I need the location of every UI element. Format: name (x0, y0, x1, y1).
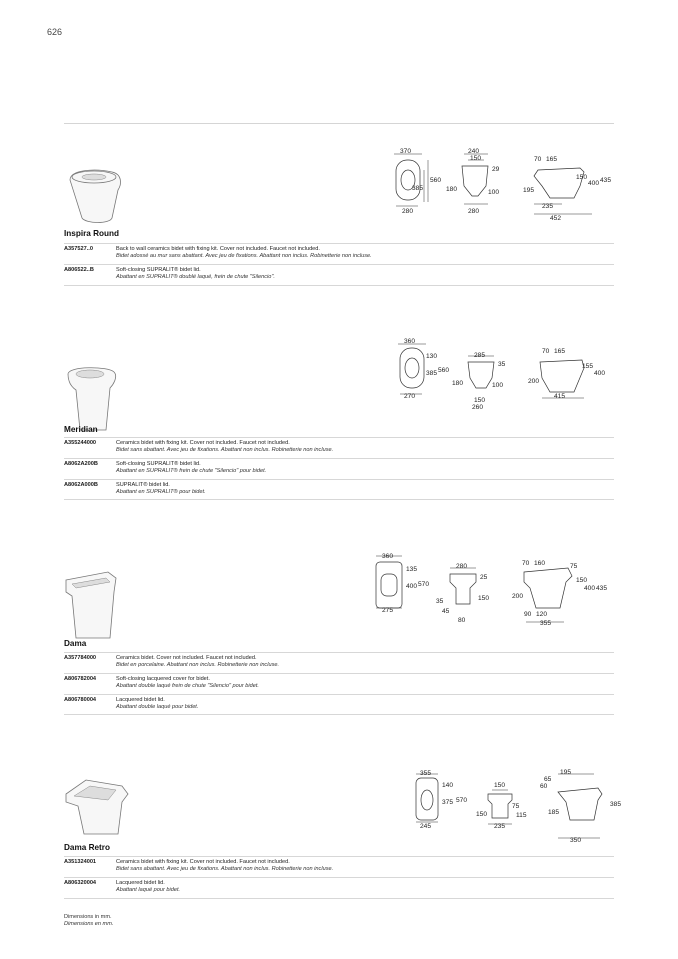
description-en: Soft-closing SUPRALIT® bidet lid. (116, 266, 201, 273)
dim-label: 195 (560, 769, 572, 776)
dim-label: 70 (542, 348, 550, 355)
dim-label: 560 (438, 367, 450, 374)
dim-label: 370 (400, 148, 412, 155)
technical-drawings (404, 766, 634, 846)
product-code: A357527..0 (64, 246, 93, 252)
dim-label: 130 (426, 353, 438, 360)
product-table (64, 243, 614, 286)
dim-label: 150 (576, 577, 588, 584)
dim-label: 165 (554, 348, 566, 355)
dim-label: 360 (404, 338, 416, 345)
product-code: A806780004 (64, 696, 97, 703)
table-row (64, 458, 614, 479)
dim-label: 200 (528, 378, 540, 385)
dim-label: 160 (534, 560, 546, 567)
dim-label: 385 (426, 370, 438, 377)
technical-drawings (384, 146, 614, 236)
dim-label: 435 (600, 177, 612, 184)
description-en: Back to wall ceramics bidet with fixing kit. Cover not included. Faucet not included. (116, 246, 320, 252)
dim-label: 415 (554, 393, 566, 400)
top-divider (64, 123, 614, 124)
dim-label: 275 (382, 607, 394, 614)
table-row (64, 652, 614, 673)
table-row (64, 243, 614, 264)
dim-label: 355 (540, 620, 552, 627)
dim-label: 75 (512, 803, 520, 810)
dim-label: 285 (474, 352, 486, 359)
product-code: A355244000 (64, 440, 97, 446)
footnote-fr: Dimensions en mm. (64, 921, 114, 928)
dim-label: 150 (470, 155, 482, 162)
description-fr: Abattant double laqué pour bidet. (116, 704, 199, 711)
dim-label: 135 (406, 566, 418, 573)
dim-label: 100 (488, 189, 500, 196)
description-en: Ceramics bidet with fixing kit. Cover not included. Faucet not included. (116, 440, 290, 446)
dim-label: 560 (430, 177, 442, 184)
description-fr: Bidet adossé au mur sans abattant. Avec jeu de fixations. Abattant non inclus. Robinetterie non incluse. (116, 253, 372, 260)
product-table (64, 856, 614, 899)
dim-label: 65 (544, 776, 552, 783)
dim-label: 90 (524, 611, 532, 618)
product-table (64, 437, 614, 500)
dim-label: 150 (474, 397, 486, 404)
dim-label: 100 (492, 382, 504, 389)
dim-label: 385 (610, 801, 622, 808)
dim-label: 35 (436, 598, 444, 605)
dim-label: 140 (442, 782, 454, 789)
dim-label: 245 (420, 823, 432, 830)
dim-label: 120 (536, 611, 548, 618)
product-title: Meridian (64, 425, 98, 434)
product-code: A8062A200B (64, 460, 98, 467)
product-code: A806522..B (64, 266, 94, 273)
dim-label: 150 (478, 595, 490, 602)
dim-label: 435 (596, 585, 608, 592)
dim-label: 400 (406, 583, 418, 590)
dim-label: 29 (492, 166, 500, 173)
dim-label: 280 (468, 208, 480, 215)
dim-label: 240 (468, 148, 480, 155)
product-code: A351324001 (64, 859, 97, 865)
dim-label: 35 (498, 361, 506, 368)
dim-label: 355 (420, 770, 432, 777)
dim-label: 195 (523, 187, 535, 194)
table-row (64, 694, 614, 716)
dim-label: 45 (442, 608, 450, 615)
dim-label: 75 (570, 563, 578, 570)
dim-label: 155 (582, 363, 594, 370)
dim-label: 165 (546, 156, 558, 163)
table-row (64, 673, 614, 694)
table-row (64, 264, 614, 286)
footnote-en: Dimensions in mm. (64, 914, 112, 920)
bidet-photo (64, 772, 136, 844)
table-row (64, 877, 614, 899)
table-row (64, 856, 614, 877)
dim-label: 570 (418, 581, 430, 588)
dim-label: 452 (550, 215, 562, 222)
dim-label: 60 (540, 783, 548, 790)
product-title: Dama (64, 639, 87, 648)
technical-drawings (384, 338, 614, 418)
dim-label: 80 (458, 617, 466, 624)
product-code: A806320004 (64, 879, 97, 886)
dim-label: 115 (516, 812, 527, 819)
description-en: Lacquered bidet lid. (116, 696, 165, 703)
dim-label: 280 (456, 563, 468, 570)
dim-label: 180 (446, 186, 458, 193)
dim-label: 350 (570, 837, 582, 844)
dim-label: 400 (584, 585, 596, 592)
dim-label: 70 (522, 560, 530, 567)
dim-label: 570 (456, 797, 468, 804)
table-row (64, 437, 614, 458)
product-code: A357784000 (64, 655, 97, 661)
description-en: Soft-closing lacquered cover for bidet. (116, 675, 210, 682)
dim-label: 25 (480, 574, 488, 581)
description-fr: Abattant en SUPRALIT® frein de chute "Silencio" pour bidet. (116, 468, 267, 475)
dim-label: 200 (512, 593, 524, 600)
product-title: Inspira Round (64, 229, 120, 238)
table-row (64, 479, 614, 501)
dim-label: 235 (542, 203, 554, 210)
dim-label: 375 (442, 799, 454, 806)
bidet-photo (64, 162, 134, 232)
description-en: Soft-closing SUPRALIT® bidet lid. (116, 460, 201, 467)
dim-label: 180 (452, 380, 464, 387)
dim-label: 185 (548, 809, 560, 816)
description-fr: Abattant laqué pour bidet. (116, 887, 181, 894)
footnote (64, 914, 113, 929)
bidet-photo (64, 564, 134, 644)
product-code: A8062A000B (64, 481, 98, 488)
dim-label: 70 (534, 156, 542, 163)
dim-label: 400 (594, 370, 606, 377)
description-en: Ceramics bidet. Cover not included. Faucet not included. (116, 655, 257, 661)
description-fr: Abattant en SUPRALIT® doublé laqué, frein de chute "Silencio". (116, 274, 275, 281)
dim-label: 260 (472, 404, 484, 411)
description-en: Lacquered bidet lid. (116, 879, 165, 886)
dim-label: 385 (412, 185, 424, 192)
description-fr: Abattant en SUPRALIT® pour bidet. (116, 489, 206, 496)
product-table (64, 652, 614, 715)
dim-label: 150 (576, 174, 588, 181)
dim-label: 400 (588, 180, 600, 187)
dim-label: 270 (404, 393, 416, 400)
dim-label: 360 (382, 553, 394, 560)
dim-label: 150 (476, 811, 488, 818)
dim-label: 280 (402, 208, 414, 215)
description-fr: Abattant double laqué frein de chute "Silencio" pour bidet. (116, 683, 259, 690)
page-number: 626 (47, 27, 63, 37)
product-title: Dama Retro (64, 843, 110, 852)
dim-label: 235 (494, 823, 506, 830)
description-fr: Bidet sans abattant. Avec jeu de fixations. Abattant non inclus. Robinetterie non incluse. (116, 447, 334, 454)
description-fr: Bidet sans abattant. Avec jeu de fixations. Abattant non inclus. Robinetterie non incluse. (116, 866, 334, 873)
description-en: SUPRALIT® bidet lid. (116, 481, 170, 488)
dim-label: 150 (494, 782, 506, 789)
description-fr: Bidet en porcelaine. Abattant non inclus. Robinetterie non incluse. (116, 662, 280, 669)
description-en: Ceramics bidet with fixing kit. Cover not included. Faucet not included. (116, 859, 290, 865)
product-code: A806782004 (64, 675, 97, 682)
technical-drawings (364, 552, 608, 632)
